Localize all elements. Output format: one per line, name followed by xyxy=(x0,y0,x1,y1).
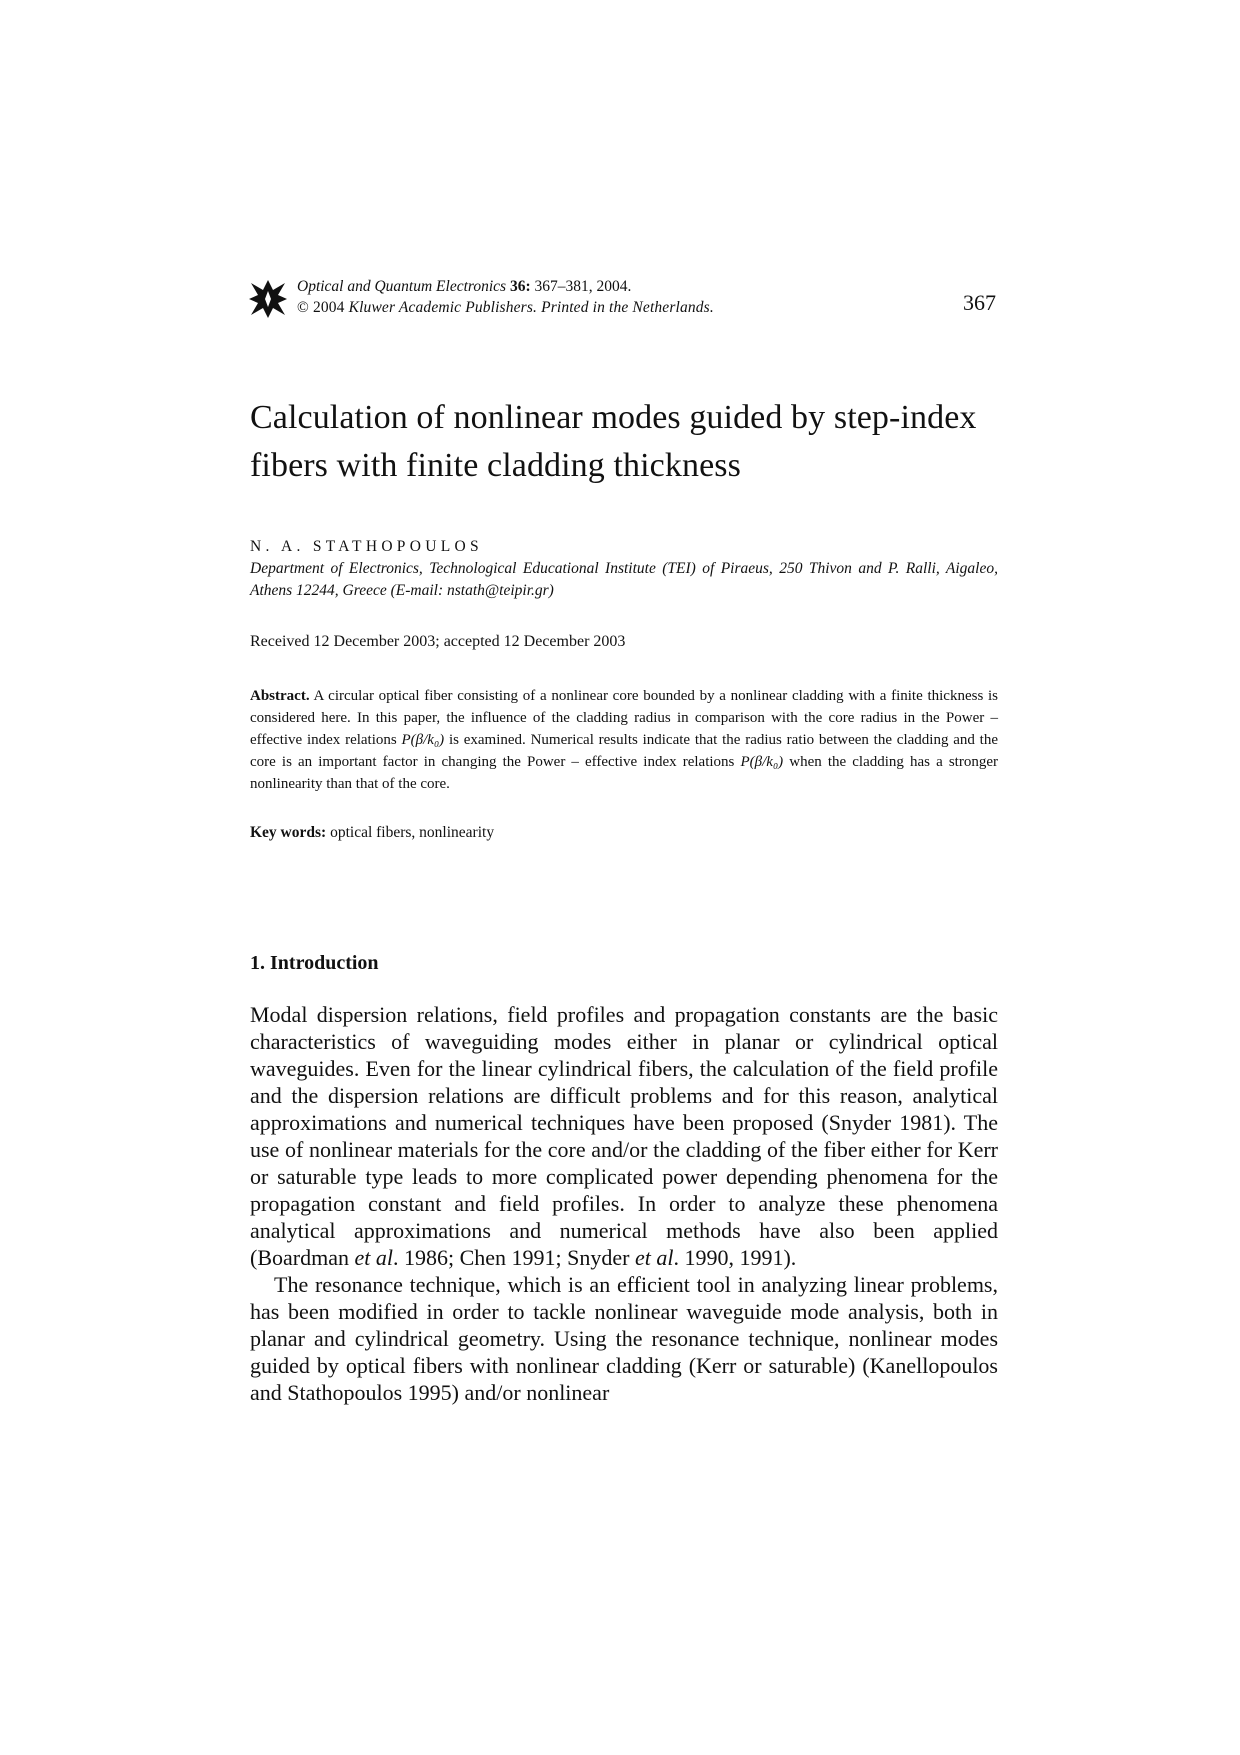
journal-pages-year: 367–381, 2004. xyxy=(530,278,632,295)
journal-volume: 36: xyxy=(509,278,531,295)
abstract-formula-1: P(β/k₀) xyxy=(401,732,445,748)
keywords-label: Key words: xyxy=(250,824,327,841)
received-date: Received 12 December 2003; accepted 12 December 2003 xyxy=(250,633,626,650)
abstract-text-2: is examined. Numerical results indicate that the radius ratio between the cladding and the core is an important factor in changing the Power – effective index relations xyxy=(250,732,998,770)
journal-name: Optical and Quantum Electronics xyxy=(297,278,507,295)
abstract-label: Abstract. xyxy=(250,688,310,704)
publisher-note: Kluwer Academic Publishers. Printed in the Netherlands. xyxy=(348,299,714,316)
abstract-formula-2: P(β/k₀) xyxy=(740,754,784,770)
abstract-text-1: A circular optical fiber consisting of a nonlinear core bounded by a nonlinear cladding with a finite thickness is considered here. In this paper, the influence of the cladding radius in comparison with the core radius in the Power – effective index relations xyxy=(250,688,998,748)
et-al-2: et al xyxy=(634,1245,674,1270)
keywords xyxy=(250,823,1010,843)
copyright-notice xyxy=(297,298,917,318)
et-al-1: et al xyxy=(354,1245,393,1270)
copyright-symbol: © xyxy=(297,299,309,316)
paragraph-1-text-c: . 1990, 1991). xyxy=(673,1245,797,1270)
paragraph-1-text-b: . 1986; Chen 1991; Snyder xyxy=(392,1245,635,1270)
author-name: N. A. STATHOPOULOS xyxy=(250,538,483,555)
paragraph-1-text-a: Modal dispersion relations, field profiles and propagation constants are the basic characteristics of waveguiding modes either in planar or cylindrical optical waveguides. Even for the linear cylindrical fibers, the calculation of the field profile and the dispersion relations are difficult problems and for this reason, analytical approximations and numerical techniques have been proposed (Snyder 1981). The use of nonlinear materials for the core and/or the cladding of the fiber either for Kerr or saturable type leads to more complicated power depending phenomena for the propagation constant and field profiles. In order to analyze these phenomena analytical approximations and numerical methods have also been applied (Boardman xyxy=(250,1002,998,1270)
paragraph-1 xyxy=(250,1001,998,1271)
paragraph-2: The resonance technique, which is an efficient tool in analyzing linear problems, has been modified in order to tackle nonlinear waveguide mode analysis, both in planar and cylindrical geometry. Using the resonance technique, nonlinear modes guided by optical fibers with nonlinear cladding (Kerr or saturable) (Kanellopoulos and Stathopoulos 1995) and/or nonlinear xyxy=(250,1272,998,1405)
section-heading-introduction: 1. Introduction xyxy=(250,952,379,974)
journal-citation xyxy=(297,277,917,297)
author-affiliation: Department of Electronics, Technological Educational Institute (TEI) of Piraeus, 250 Thivon and P. Ralli, Aigaleo, Athens 12244, Greece (E-mail: nstath@teipir.gr) xyxy=(250,560,998,599)
copyright-year: 2004 xyxy=(308,299,349,316)
kluwer-logo-icon xyxy=(247,278,289,320)
keywords-text: optical fibers, nonlinearity xyxy=(326,824,495,841)
article-title: Calculation of nonlinear modes guided by step-index fibers with finite cladding thickness xyxy=(250,399,977,484)
abstract xyxy=(250,685,998,795)
abstract-text-3: when the cladding has a stronger nonlinearity than that of the core. xyxy=(250,754,999,792)
page-number: 367 xyxy=(963,290,996,315)
introduction-body xyxy=(250,1001,998,1406)
